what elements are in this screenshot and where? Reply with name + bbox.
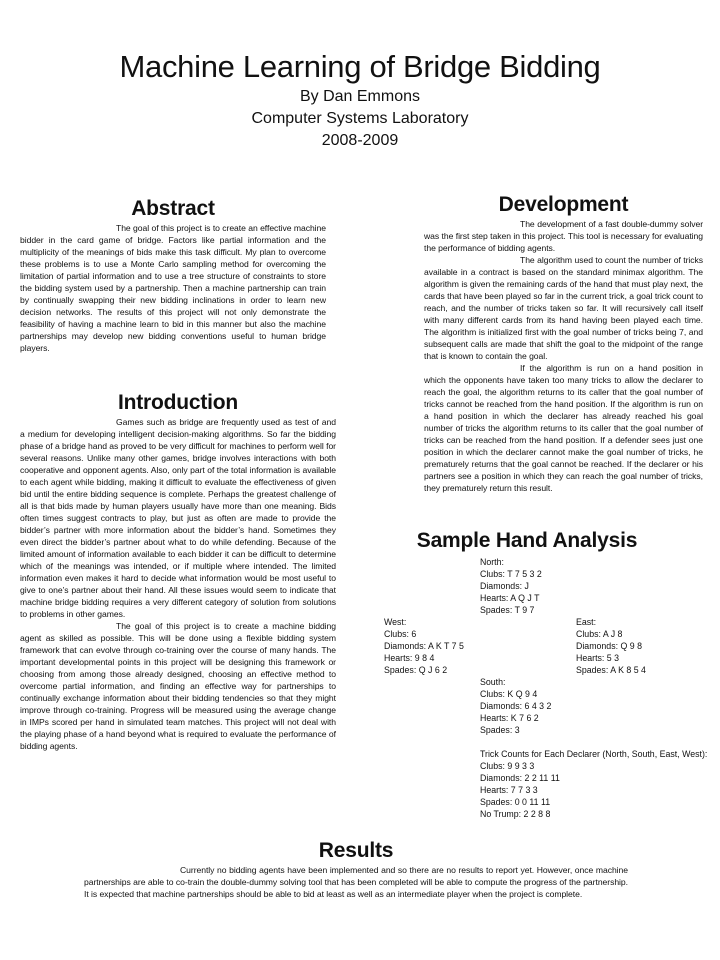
poster-title: Machine Learning of Bridge Bidding: [119, 49, 601, 84]
hand-line: South:: [480, 677, 506, 687]
results-section: [84, 838, 628, 900]
hand-line: Hearts: 5 3: [576, 653, 620, 663]
development-paragraph: If the algorithm is run on a hand position in which the opponents have taken too many tricks to allow the declarer to reach the goal, the algorithm returns to its caller that the goal number of tricks cannot be reached from the hand position. If the algorithm is run on a hand position in which the declarer has already reached his goal number of tricks the algorithm returns to its caller that the goal number of tricks can be reached from the hand position. If a defender sees just one position in which the declarer cannot make the goal number of tricks, he prematurely returns that the goal cannot be reached. If the declarer or his partners see a position in which they can reach the goal number of tricks, they prematurely return this result.: [424, 363, 703, 493]
south-hand: [480, 676, 551, 736]
sample-hand-heading: Sample Hand Analysis: [416, 529, 638, 552]
development-heading: Development: [498, 193, 629, 216]
hand-line: Clubs: A J 8: [576, 629, 623, 639]
abstract-heading: Abstract: [131, 197, 215, 220]
trick-count-line: Spades: 0 0 11 11: [480, 797, 551, 807]
development-paragraph: The algorithm used to count the number of tricks available in a contract is based on the standard minimax algorithm. The algorithm is given the remaining cards of the hand that must play next, the cards that have been played so far in the current trick, a goal trick count to reach, and the number of tricks taken so far. It will recursively call itself with many different cards from its hand having been played each time. The algorithm is initialized first with the goal number of tricks being 7, and subsequent calls are made that shift the goal to the midpoint of the range that is known to contain the goal.: [424, 255, 703, 361]
hand-line: Diamonds: J: [480, 581, 529, 591]
hand-line: Diamonds: A K T 7 5: [384, 641, 464, 651]
trick-count-line: Diamonds: 2 2 11 11: [480, 773, 560, 783]
hand-line: West:: [384, 617, 407, 627]
results-heading: Results: [318, 839, 394, 862]
abstract-section: [20, 196, 326, 354]
years: 2008-2009: [321, 132, 399, 149]
introduction-paragraph: Games such as bridge are frequently used as test of and a medium for developing intelligent decision-making algorithms. So far the bidding phase of a bridge hand as proved to be very difficult for machines to perform well for several reasons. Unlike many other games, bridge involves interactions with both cooperative and opponent agents. Also, only part of the total information is available to each agent while bidding, making it difficult to evaluate the effectiveness of given bid until the entire bidding sequence is complete. Perhaps the greatest challenge of all is that bids made by human players usually have more than one meaning. Bids often times suggest contracts to play, but just as often are made to provide the bidder’s partner with more information about the bidder’s hand. Sometimes they even direct the bidder’s partner about what to do while defending. Because of the limited amount of information available to each bidder it can be difficult to determine which of the meanings was intended, or if multiple where intended. The limited information even makes it hard to decide what information would be most useful to give to one’s partner about their hand. All these issues would seem to indicate that machine bridge bidding requires a very different category of solution from solutions to problems in other games.: [20, 417, 336, 619]
author: By Dan Emmons: [299, 88, 421, 105]
results-paragraph: Currently no bidding agents have been implemented and so there are no results to report yet. However, once machine partnerships are able to co-train the double-dummy solving tool that has been completed will be able to compute the progress of the partnership. It is expected that machine partnerships should be able to bid at least as well as an intermediate player when the project is complete.: [84, 865, 628, 899]
hand-line: Hearts: A Q J T: [480, 593, 540, 603]
trick-counts: [480, 748, 707, 820]
east-hand: [576, 616, 646, 676]
trick-count-line: Clubs: 9 9 3 3: [480, 761, 535, 771]
hand-line: Spades: 3: [480, 725, 520, 735]
development-paragraph: The development of a fast double-dummy solver was the first step taken in this project. This tool is necessary for evaluating the performance of bidding agents.: [424, 219, 703, 253]
hand-line: Hearts: 9 8 4: [384, 653, 435, 663]
trick-count-line: No Trump: 2 2 8 8: [480, 809, 551, 819]
hand-line: Diamonds: Q 9 8: [576, 641, 643, 651]
abstract-paragraph: The goal of this project is to create an effective machine bidder in the card game of bridge. Factors like partial information and the multiplicity of the meanings of bids make this task difficult. My plan to overcome these problems is to use a Monte Carlo sampling method for overcoming the limitation of partial information and to use a tree structure of constraints to store the bidding system used by a partnership. Then a machine partnership can train by continually swapping their new bidding inclinations in order to learn new decision networks. The results of this project will not only demonstrate the feasibility of having a machine learn to bid in this manner but also the machine partnerships may develop new bidding conventions useful to human bridge players.: [20, 223, 326, 353]
sample-hand-section: [382, 528, 718, 828]
lab-name: Computer Systems Laboratory: [251, 110, 469, 127]
hand-line: Diamonds: 6 4 3 2: [480, 701, 552, 711]
hand-line: North:: [480, 557, 504, 567]
introduction-heading: Introduction: [117, 391, 239, 414]
hand-line: East:: [576, 617, 597, 627]
trick-count-line: Hearts: 7 7 3 3: [480, 785, 538, 795]
hand-line: Spades: T 9 7: [480, 605, 535, 615]
trick-counts-heading: Trick Counts for Each Declarer (North, South, East, West):: [480, 749, 708, 759]
north-hand: [480, 556, 542, 616]
hand-line: Hearts: K 7 6 2: [480, 713, 539, 723]
hand-line: Clubs: T 7 5 3 2: [480, 569, 542, 579]
west-hand: [384, 616, 464, 676]
hand-line: Clubs: 6: [384, 629, 417, 639]
poster-header: [0, 48, 720, 152]
introduction-paragraph: The goal of this project is to create a machine bidding agent as skilled as possible. This will be done using a flexible bidding system framework that can evolve through co-training over the course of many hands. The important developmental points in this project will be designing this framework or choosing from among those already designed, choosing an effective method to overcome partial information, and finding an effective way for partnerships to continually exchange information about their bidding tendencies so that they might improve through co-training. Progress will be measured using the average change in IMPs scored per hand in simulated team matches. This project will not deal with the playing phase of a hand beyond what is required to evaluate the performance of bidding agents.: [20, 621, 336, 751]
hand-line: Spades: A K 8 5 4: [576, 665, 646, 675]
hand-line: Spades: Q J 6 2: [384, 665, 448, 675]
introduction-section: [20, 390, 336, 752]
hand-line: Clubs: K Q 9 4: [480, 689, 538, 699]
development-section: [424, 192, 703, 494]
